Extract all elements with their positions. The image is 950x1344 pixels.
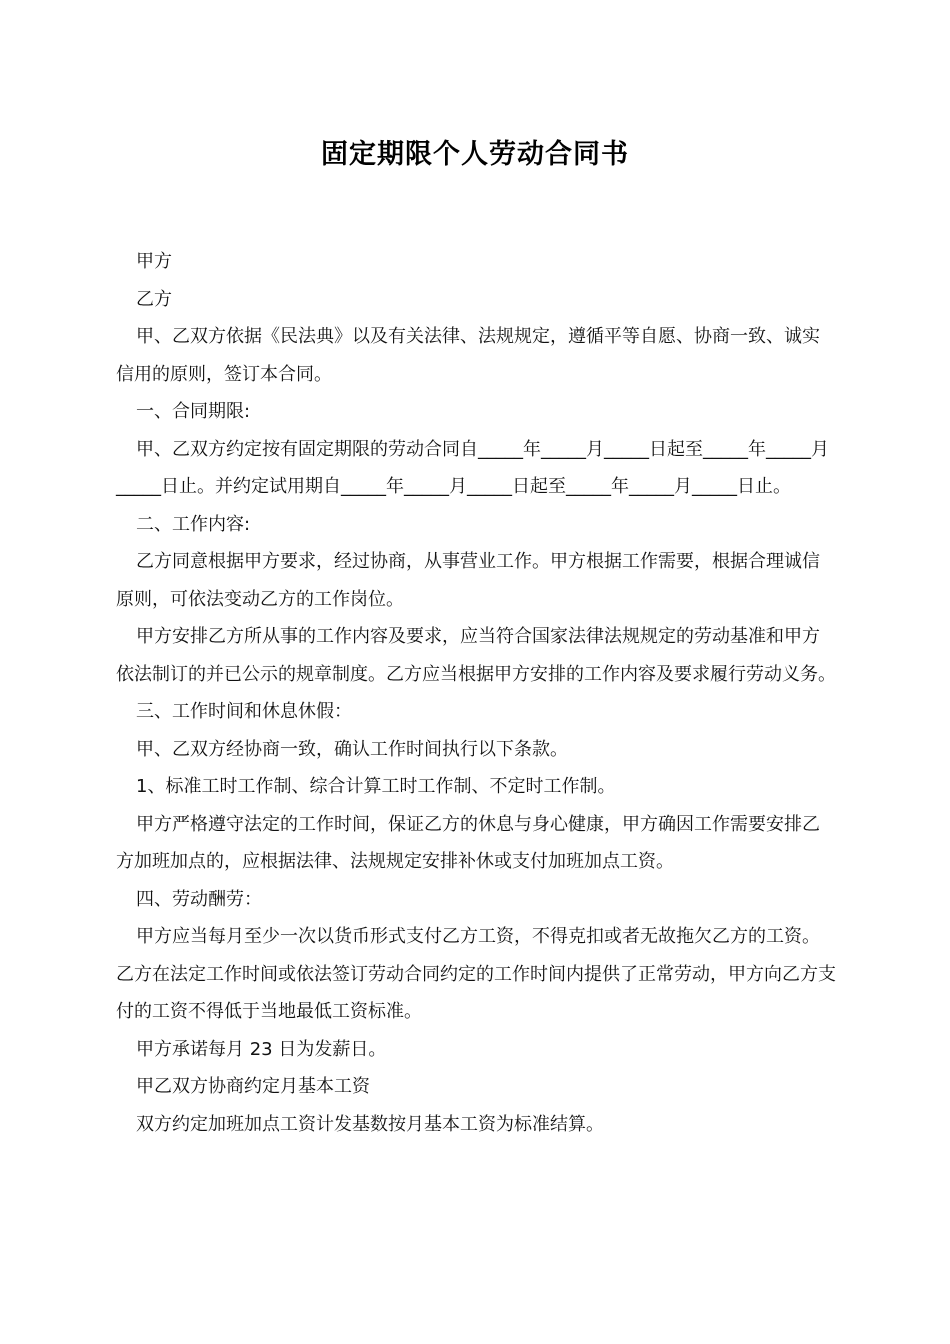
section-heading-remuneration: 四、劳动酬劳： bbox=[136, 888, 262, 910]
remuneration-paragraph-2: 甲方承诺每月 23 日为发薪日。 bbox=[136, 1038, 387, 1060]
work-time-paragraph-2: 1、标准工时工作制、综合计算工时工作制、不定时工作制。 bbox=[136, 776, 616, 797]
work-content-paragraph-2: 甲方安排乙方所从事的工作内容及要求，应当符合国家法律法规规定的劳动基准和甲方依法制订的并已公示的规章制度。乙方应当根据甲方安排的工作内容及要求履行劳动义务。 bbox=[116, 626, 836, 685]
document-body bbox=[116, 243, 837, 1143]
term-paragraph: 甲、乙双方约定按有固定期限的劳动合同自_____年_____月_____日起至_____年_____月_____日止。并约定试用期自_____年_____月_____日起至_____年_____月_____日止。 bbox=[116, 438, 829, 497]
work-time-paragraph-1: 甲、乙双方经协商一致，确认工作时间执行以下条款。 bbox=[136, 738, 568, 760]
section-heading-term: 一、合同期限: bbox=[136, 401, 251, 422]
work-time-paragraph-3: 甲方严格遵守法定的工作时间，保证乙方的休息与身心健康，甲方确因工作需要安排乙方加班加点的，应根据法律、法规规定安排补休或支付加班加点工资。 bbox=[116, 813, 820, 872]
preamble-paragraph: 甲、乙双方依据《民法典》以及有关法律、法规规定，遵循平等自愿、协商一致、诚实信用的原则，签订本合同。 bbox=[116, 326, 820, 385]
work-content-paragraph-1: 乙方同意根据甲方要求，经过协商，从事营业工作。甲方根据工作需要，根据合理诚信原则，可依法变动乙方的工作岗位。 bbox=[116, 551, 820, 610]
party-a-line: 甲方 bbox=[136, 251, 172, 272]
remuneration-paragraph-1: 甲方应当每月至少一次以货币形式支付乙方工资，不得克扣或者无故拖欠乙方的工资。乙方在法定工作时间或依法签订劳动合同约定的工作时间内提供了正常劳动，甲方向乙方支付的工资不得低于当地最低工资标准。 bbox=[116, 926, 836, 1022]
section-heading-work-content: 二、工作内容: bbox=[136, 513, 251, 535]
party-b-line: 乙方 bbox=[136, 288, 172, 310]
remuneration-paragraph-4: 双方约定加班加点工资计发基数按月基本工资为标准结算。 bbox=[136, 1113, 604, 1135]
section-heading-work-time: 三、工作时间和休息休假： bbox=[136, 701, 352, 722]
remuneration-paragraph-3: 甲乙双方协商约定月基本工资 bbox=[136, 1076, 370, 1097]
document-title: 固定期限个人劳动合同书 bbox=[321, 139, 629, 170]
